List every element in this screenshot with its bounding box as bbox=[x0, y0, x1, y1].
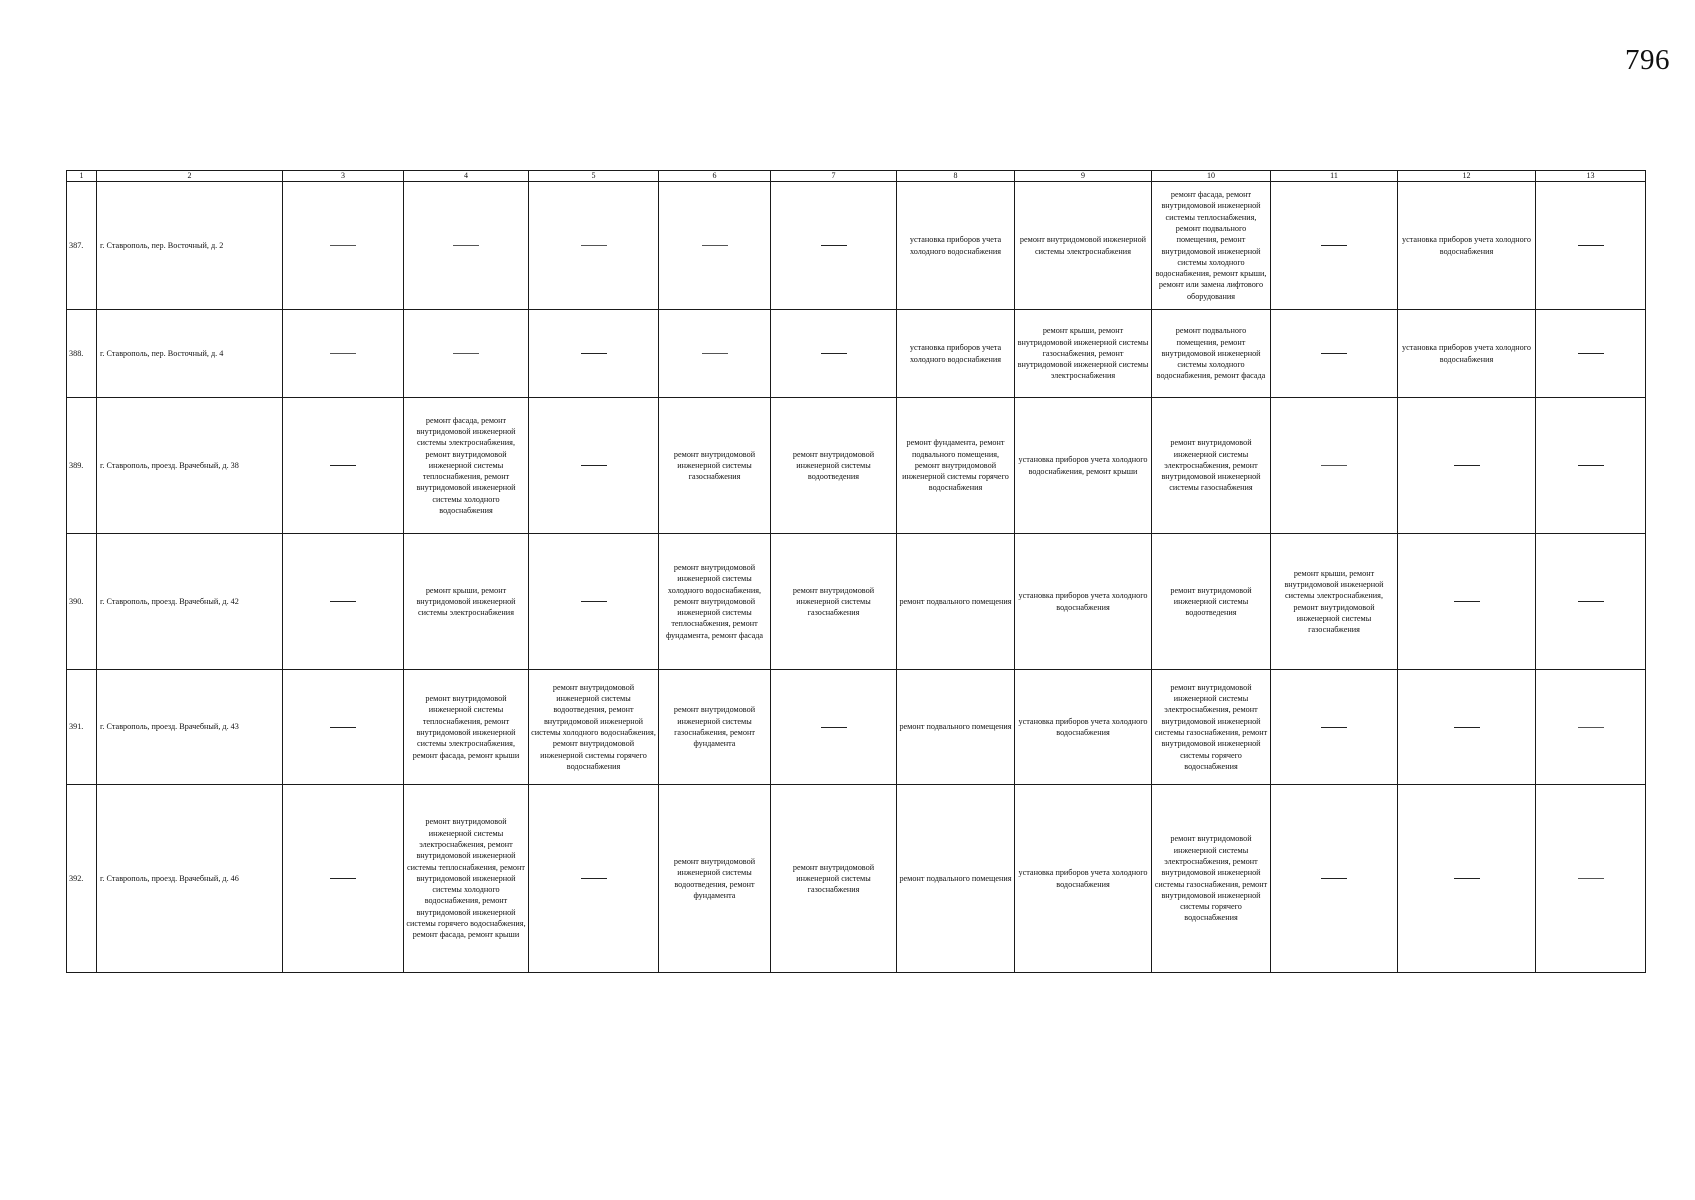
work-description: ремонт внутридомовой инженерной системы газоснабжения bbox=[792, 862, 875, 895]
page-number: 796 bbox=[1625, 44, 1670, 76]
dash-value bbox=[1480, 460, 1481, 461]
column-number-3: 3 bbox=[283, 171, 404, 182]
empty-dash-cell bbox=[1271, 182, 1398, 310]
work-description: ремонт подвального помещения bbox=[899, 722, 1012, 732]
empty-dash-cell bbox=[1536, 670, 1646, 785]
empty-dash-cell bbox=[529, 398, 659, 534]
dash-value bbox=[1604, 348, 1605, 349]
work-description: ремонт внутридомовой инженерной системы водоотведения, ремонт внутридомовой инженерной системы холодного водоснабжения, ремонт внутридомовой инженерной системы горячего водоснабжения bbox=[531, 682, 656, 771]
empty-dash-cell bbox=[283, 310, 404, 398]
dash-mark bbox=[702, 245, 728, 246]
dash-mark bbox=[581, 465, 607, 466]
dash-mark bbox=[1578, 601, 1604, 602]
dash-value bbox=[356, 873, 357, 874]
work-description-cell bbox=[897, 310, 1015, 398]
dash-value bbox=[479, 348, 480, 349]
work-description-cell bbox=[529, 670, 659, 785]
dash-mark bbox=[453, 245, 479, 246]
dash-mark bbox=[1578, 465, 1604, 466]
dash-value bbox=[728, 348, 729, 349]
work-description-cell bbox=[1015, 398, 1152, 534]
dash-value bbox=[356, 240, 357, 241]
dash-mark bbox=[1321, 353, 1347, 354]
column-number-6: 6 bbox=[659, 171, 771, 182]
dash-value bbox=[607, 240, 608, 241]
empty-dash-cell bbox=[529, 182, 659, 310]
work-description-cell bbox=[897, 534, 1015, 670]
work-description: установка приборов учета холодного водоснабжения bbox=[1018, 591, 1148, 612]
dash-mark bbox=[453, 353, 479, 354]
empty-dash-cell bbox=[771, 310, 897, 398]
dash-value bbox=[479, 240, 480, 241]
dash-mark bbox=[330, 353, 356, 354]
dash-mark bbox=[1578, 727, 1604, 728]
dash-value bbox=[847, 240, 848, 241]
work-description-cell bbox=[404, 398, 529, 534]
column-number-4: 4 bbox=[404, 171, 529, 182]
empty-dash-cell bbox=[283, 785, 404, 973]
empty-dash-cell bbox=[771, 670, 897, 785]
dash-value bbox=[847, 348, 848, 349]
dash-mark bbox=[1454, 465, 1480, 466]
work-description-cell bbox=[659, 398, 771, 534]
work-description-cell bbox=[1271, 534, 1398, 670]
empty-dash-cell bbox=[771, 182, 897, 310]
address-cell: г. Ставрополь, проезд. Врачебный, д. 38 bbox=[97, 398, 283, 534]
dash-value bbox=[1347, 460, 1348, 461]
work-description-cell bbox=[1015, 785, 1152, 973]
dash-value bbox=[607, 873, 608, 874]
row-number: 388. bbox=[67, 310, 97, 398]
work-description: ремонт внутридомовой инженерной системы электроснабжения, ремонт внутридомовой инженерной системы газоснабжения, ремонт внутридомовой инженерной системы горячего водоснабжения bbox=[1154, 682, 1268, 771]
address-cell: г. Ставрополь, проезд. Врачебный, д. 42 bbox=[97, 534, 283, 670]
work-description: ремонт фасада, ремонт внутридомовой инженерной системы электроснабжения, ремонт внутридомовой инженерной системы теплоснабжения, ремонт внутридомовой инженерной системы холодного водоснабжения bbox=[416, 415, 516, 516]
work-description: ремонт внутридомовой инженерной системы водоотведения bbox=[792, 449, 875, 482]
column-number-5: 5 bbox=[529, 171, 659, 182]
work-description: установка приборов учета холодного водоснабжения bbox=[1018, 716, 1148, 737]
work-description-cell bbox=[1015, 310, 1152, 398]
empty-dash-cell bbox=[1271, 785, 1398, 973]
work-description: ремонт крыши, ремонт внутридомовой инженерной системы газоснабжения, ремонт внутридомовой инженерной системы электроснабжения bbox=[1017, 326, 1149, 381]
dash-value bbox=[1604, 873, 1605, 874]
empty-dash-cell bbox=[1536, 310, 1646, 398]
column-number-10: 10 bbox=[1152, 171, 1271, 182]
table-row bbox=[67, 182, 1646, 310]
empty-dash-cell bbox=[283, 670, 404, 785]
work-description: ремонт внутридомовой инженерной системы электроснабжения bbox=[1019, 235, 1147, 256]
work-description: ремонт внутридомовой инженерной системы электроснабжения, ремонт внутридомовой инженерной системы теплоснабжения, ремонт внутридомовой инженерной системы холодного водоснабжения, ремонт внутридомовой инженерной системы горячего водоснабжения, ремонт фасада, ремонт крыши bbox=[406, 817, 526, 940]
dash-mark bbox=[821, 245, 847, 246]
work-description: ремонт внутридомовой инженерной системы водоотведения, ремонт фундамента bbox=[673, 856, 756, 900]
row-number: 389. bbox=[67, 398, 97, 534]
dash-mark bbox=[1454, 727, 1480, 728]
work-description-cell bbox=[659, 534, 771, 670]
table-row bbox=[67, 398, 1646, 534]
dash-value bbox=[607, 460, 608, 461]
dash-mark bbox=[581, 878, 607, 879]
row-number: 391. bbox=[67, 670, 97, 785]
dash-value bbox=[1480, 596, 1481, 597]
work-description-cell bbox=[1152, 182, 1271, 310]
dash-mark bbox=[330, 727, 356, 728]
work-description: ремонт внутридомовой инженерной системы электроснабжения, ремонт внутридомовой инженерной системы газоснабжения, ремонт внутридомовой инженерной системы горячего водоснабжения bbox=[1154, 834, 1268, 923]
empty-dash-cell bbox=[1536, 534, 1646, 670]
dash-value bbox=[356, 596, 357, 597]
empty-dash-cell bbox=[283, 398, 404, 534]
work-description-cell bbox=[1015, 182, 1152, 310]
empty-dash-cell bbox=[529, 310, 659, 398]
work-description-cell bbox=[771, 785, 897, 973]
dash-mark bbox=[821, 727, 847, 728]
dash-mark bbox=[330, 465, 356, 466]
dash-value bbox=[1480, 721, 1481, 722]
empty-dash-cell bbox=[1271, 310, 1398, 398]
dash-mark bbox=[330, 601, 356, 602]
dash-mark bbox=[1321, 465, 1347, 466]
empty-dash-cell bbox=[529, 785, 659, 973]
work-description-cell bbox=[771, 398, 897, 534]
work-description: установка приборов учета холодного водоснабжения bbox=[909, 235, 1002, 256]
work-description: ремонт подвального помещения bbox=[899, 596, 1012, 606]
repair-schedule-table bbox=[66, 170, 1646, 973]
address-cell: г. Ставрополь, пер. Восточный, д. 4 bbox=[97, 310, 283, 398]
table-row bbox=[67, 534, 1646, 670]
dash-mark bbox=[581, 353, 607, 354]
work-description: ремонт подвального помещения, ремонт внутридомовой инженерной системы холодного водоснабжения, ремонт фасада bbox=[1156, 326, 1266, 381]
dash-value bbox=[1347, 240, 1348, 241]
work-description-cell bbox=[1152, 785, 1271, 973]
work-description: ремонт крыши, ремонт внутридомовой инженерной системы электроснабжения, ремонт внутридомовой инженерной системы газоснабжения bbox=[1284, 568, 1384, 635]
address-cell: г. Ставрополь, пер. Восточный, д. 2 bbox=[97, 182, 283, 310]
empty-dash-cell bbox=[659, 182, 771, 310]
work-description: ремонт внутридомовой инженерной системы газоснабжения bbox=[673, 449, 756, 482]
empty-dash-cell bbox=[1536, 785, 1646, 973]
work-description: установка приборов учета холодного водоснабжения bbox=[1402, 343, 1531, 364]
work-description: ремонт фундамента, ремонт подвального помещения, ремонт внутридомовой инженерной системы горячего водоснабжения bbox=[902, 438, 1009, 493]
dash-value bbox=[356, 348, 357, 349]
dash-mark bbox=[1321, 727, 1347, 728]
dash-mark bbox=[330, 878, 356, 879]
work-description-cell bbox=[1015, 670, 1152, 785]
work-description-cell bbox=[1152, 670, 1271, 785]
empty-dash-cell bbox=[1536, 182, 1646, 310]
table-row bbox=[67, 670, 1646, 785]
row-number: 387. bbox=[67, 182, 97, 310]
empty-dash-cell bbox=[404, 310, 529, 398]
work-description-cell bbox=[1152, 534, 1271, 670]
work-description-cell bbox=[897, 398, 1015, 534]
dash-value bbox=[356, 721, 357, 722]
work-description: ремонт внутридомовой инженерной системы электроснабжения, ремонт внутридомовой инженерной системы газоснабжения bbox=[1161, 438, 1261, 493]
work-description: ремонт внутридомовой инженерной системы водоотведения bbox=[1170, 585, 1252, 618]
address-cell: г. Ставрополь, проезд. Врачебный, д. 43 bbox=[97, 670, 283, 785]
work-description-cell bbox=[659, 785, 771, 973]
empty-dash-cell bbox=[1398, 398, 1536, 534]
dash-value bbox=[847, 721, 848, 722]
work-description: ремонт внутридомовой инженерной системы холодного водоснабжения, ремонт внутридомовой инженерной системы теплоснабжения, ремонт фундамента, ремонт фасада bbox=[665, 562, 764, 640]
empty-dash-cell bbox=[529, 534, 659, 670]
empty-dash-cell bbox=[1271, 670, 1398, 785]
dash-value bbox=[1347, 873, 1348, 874]
column-number-8: 8 bbox=[897, 171, 1015, 182]
empty-dash-cell bbox=[1536, 398, 1646, 534]
work-description-cell bbox=[771, 534, 897, 670]
empty-dash-cell bbox=[404, 182, 529, 310]
dash-mark bbox=[1321, 878, 1347, 879]
column-number-12: 12 bbox=[1398, 171, 1536, 182]
row-number: 392. bbox=[67, 785, 97, 973]
work-description-cell bbox=[897, 785, 1015, 973]
work-description-cell bbox=[1015, 534, 1152, 670]
empty-dash-cell bbox=[1398, 534, 1536, 670]
dash-mark bbox=[1578, 245, 1604, 246]
dash-mark bbox=[702, 353, 728, 354]
work-description-cell bbox=[659, 670, 771, 785]
empty-dash-cell bbox=[283, 182, 404, 310]
dash-value bbox=[1480, 873, 1481, 874]
work-description-cell bbox=[1398, 310, 1536, 398]
work-description: ремонт внутридомовой инженерной системы газоснабжения, ремонт фундамента bbox=[673, 705, 756, 749]
work-description-cell bbox=[897, 670, 1015, 785]
dash-mark bbox=[1321, 245, 1347, 246]
dash-value bbox=[1604, 721, 1605, 722]
table-row bbox=[67, 785, 1646, 973]
work-description: ремонт подвального помещения bbox=[899, 873, 1012, 883]
work-description: установка приборов учета холодного водоснабжения, ремонт крыши bbox=[1018, 455, 1148, 476]
dash-value bbox=[1347, 721, 1348, 722]
dash-mark bbox=[1578, 353, 1604, 354]
row-number: 390. bbox=[67, 534, 97, 670]
address-cell: г. Ставрополь, проезд. Врачебный, д. 46 bbox=[97, 785, 283, 973]
dash-mark bbox=[581, 601, 607, 602]
dash-value bbox=[1604, 596, 1605, 597]
work-description-cell bbox=[404, 534, 529, 670]
work-description: установка приборов учета холодного водоснабжения bbox=[1402, 235, 1531, 256]
work-description: установка приборов учета холодного водоснабжения bbox=[909, 343, 1002, 364]
dash-mark bbox=[1454, 878, 1480, 879]
work-description-cell bbox=[897, 182, 1015, 310]
empty-dash-cell bbox=[1271, 398, 1398, 534]
column-number-9: 9 bbox=[1015, 171, 1152, 182]
work-description: ремонт внутридомовой инженерной системы газоснабжения bbox=[792, 585, 875, 618]
work-description-cell bbox=[404, 785, 529, 973]
dash-value bbox=[607, 596, 608, 597]
work-description-cell bbox=[1398, 182, 1536, 310]
empty-dash-cell bbox=[283, 534, 404, 670]
dash-mark bbox=[1454, 601, 1480, 602]
work-description-cell bbox=[1152, 310, 1271, 398]
dash-mark bbox=[581, 245, 607, 246]
work-description: ремонт фасада, ремонт внутридомовой инженерной системы теплоснабжения, ремонт подвального помещения, ремонт внутридомовой инженерной системы холодного водоснабжения, ремонт крыши, ремонт или замена лифтового оборудования bbox=[1155, 189, 1267, 301]
column-number-7: 7 bbox=[771, 171, 897, 182]
column-number-2: 2 bbox=[97, 171, 283, 182]
dash-value bbox=[1347, 348, 1348, 349]
dash-value bbox=[728, 240, 729, 241]
dash-mark bbox=[1578, 878, 1604, 879]
empty-dash-cell bbox=[1398, 785, 1536, 973]
work-description-cell bbox=[404, 670, 529, 785]
dash-mark bbox=[821, 353, 847, 354]
work-description: ремонт крыши, ремонт внутридомовой инженерной системы электроснабжения bbox=[416, 585, 516, 618]
dash-value bbox=[356, 460, 357, 461]
dash-value bbox=[607, 348, 608, 349]
column-number-13: 13 bbox=[1536, 171, 1646, 182]
work-description: установка приборов учета холодного водоснабжения bbox=[1018, 868, 1148, 889]
dash-mark bbox=[330, 245, 356, 246]
empty-dash-cell bbox=[659, 310, 771, 398]
table-row bbox=[67, 310, 1646, 398]
work-description-cell bbox=[1152, 398, 1271, 534]
column-number-1: 1 bbox=[67, 171, 97, 182]
dash-value bbox=[1604, 460, 1605, 461]
work-description: ремонт внутридомовой инженерной системы теплоснабжения, ремонт внутридомовой инженерной системы электроснабжения, ремонт фасада, ремонт крыши bbox=[412, 694, 520, 760]
empty-dash-cell bbox=[1398, 670, 1536, 785]
dash-value bbox=[1604, 240, 1605, 241]
column-number-11: 11 bbox=[1271, 171, 1398, 182]
column-number-row bbox=[67, 171, 1646, 182]
